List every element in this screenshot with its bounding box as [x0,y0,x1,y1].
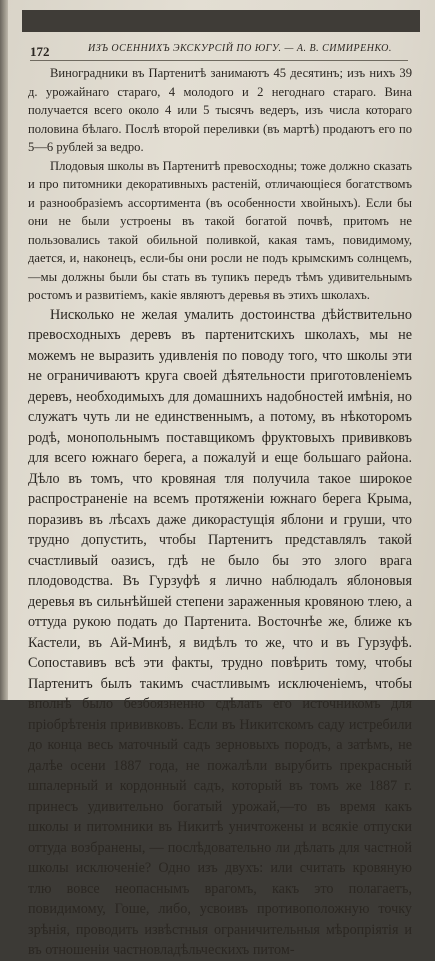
paragraph: Виноградники въ Партенитѣ занимаютъ 45 десятинъ; изъ нихъ 39 д. урожайнаго стараго, 4 молодого и 2 негоднаго стараго. Вина получается всего около 4 или 5 тысячъ ведеръ, изъ числа котораго половина бѣлаго. Послѣ второй переливки (въ мартѣ) продаютъ его по 5—6 рублей за ведро. [28,66,412,154]
paragraph: Плодовыя школы въ Партенитѣ превосходны; тоже должно сказать и про питомники декоративныхъ растеній, отличающіеся богатствомъ и разнообразіемъ ассортимента (въ особенности хвойныхъ). Если бы они не были устроены въ такой богатой почвѣ, притомъ не пользовались такой обильной поливкой, какая тамъ, повидимому, дается, и, наконецъ, если-бы они росли не подъ крымскимъ солнцемъ,—мы должны были бы стать въ тупикъ передъ тѣмъ удивительнымъ ростомъ и развитіемъ, какіе являютъ деревья въ этихъ школахъ. [28,158,412,302]
page-number: 172 [30,44,50,59]
running-head-rule [30,60,408,61]
header-strip [22,10,420,32]
running-head: ИЗЪ ОСЕННИХЪ ЭКСКУРСІЙ ПО ЮГУ. — А. В. СИМИРЕНКО. [88,43,392,54]
book-spine-shadow [0,0,8,700]
paragraph: Нисколько не желая умалить достоинства дѣйствительно превосходныхъ деревъ въ партенитскихъ школахъ, мы не можемъ не выразить удивленія по поводу того, что школы эти не ограничиваютъ круга своей дѣятельности приготовленіемъ деревъ, необходимыхъ для домашнихъ надобностей имѣнія, но служатъ чуть ли не единственнымъ, а потому, въ нѣкоторомъ родѣ, монопольнымъ поставщикомъ фруктовыхъ прививковъ для всего южнаго берега, а пожалуй и еще большаго района. Дѣло въ томъ, что кровяная тля получила такое широкое распространеніе на всемъ протяженіи южнаго берега Крыма, поразивъ въ лѣсахъ даже дикорастущія яблони и груши, что трудно допустить, чтобы Партенитъ представлялъ такой счастливый оазисъ, гдѣ не было бы это злого врага плодоводства. Въ Гурзуфѣ я лично наблюдалъ яблоновыя деревья въ сильнѣйшей степени зараженныя кровяною тлею, а оттуда рукою подать до Партенита. Восточнѣе же, ближе къ Кастели, въ Ай-Минѣ, я видѣлъ то же, что и въ Гурзуфѣ. Сопоставивъ всѣ эти факты, трудно повѣрить тому, чтобы Партенитъ былъ такимъ счастливымъ исключеніемъ, чтобы вполнѣ было безбоязненно сдѣлать его источникомъ для пріобрѣтенія прививковъ. Если въ Никитскомъ саду истребили до конца весь маточный садъ зерновыхъ породъ, а затѣмъ, не далѣе осени 1887 года, не пожалѣли вырубить прекрасный шпалерный и кордонный садъ, который въ томъ же 1887 г. принесъ удивительно богатый урожай,—то въ время какъ школы и питомники въ Никитѣ уничтожены и всякіе отпуски оттуда возбранены, — послѣдовательно ли дѣлать для частной школы исключеніе? Одно изъ двухъ: или считать кровяную тлю вовсе неопаснымъ врагомъ, какъ это полагаетъ, повидимому, Гоше, либо, усвоивъ противоположную точку зрѣнія, проводить извѣстныя ограничительныя мѣропріятія и въ отношеніи частновладѣльческихъ питом- [28,306,412,958]
body-text [28,64,412,961]
